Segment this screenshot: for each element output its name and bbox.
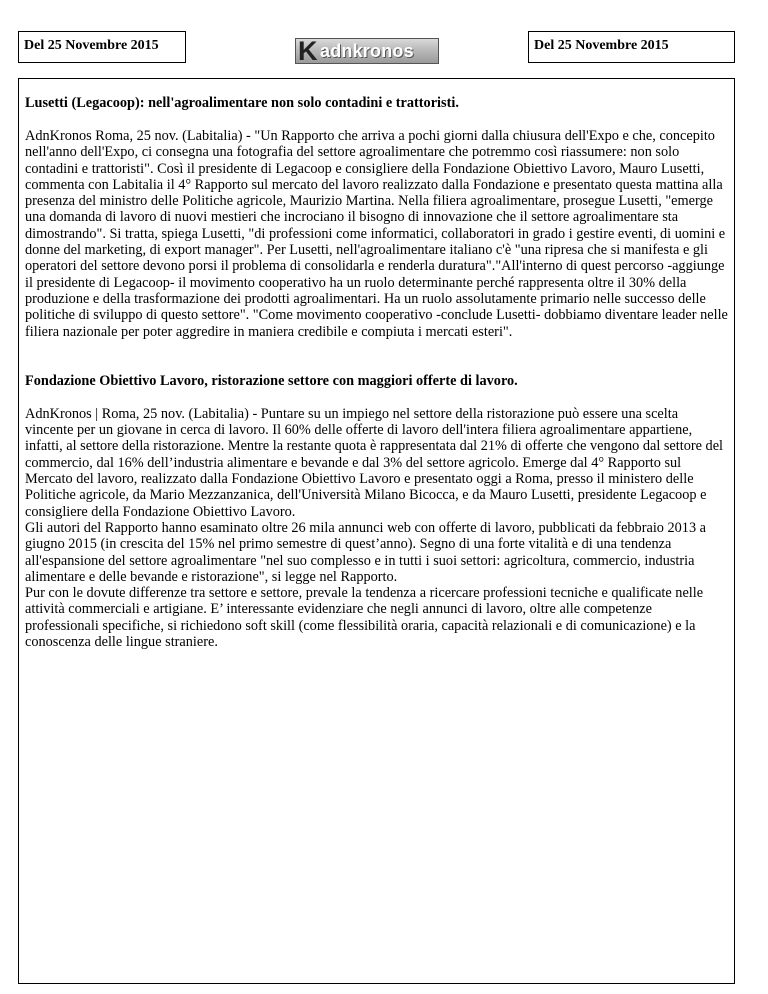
article-body (25, 128, 729, 340)
date-right: Del 25 Novembre 2015 (528, 31, 735, 63)
date-left: Del 25 Novembre 2015 (18, 31, 186, 63)
article-title: Fondazione Obiettivo Lavoro, ristorazione settore con maggiori offerte di lavoro. (25, 372, 518, 389)
paragraph: AdnKronos Roma, 25 nov. (Labitalia) - "Un Rapporto che arriva a pochi giorni dalla chiusura dell'Expo e che, concepito nell'anno dell'Expo, ci consegna una fotografia del settore agroalimentare che potremmo così riassumere: non solo contadini e trattoristi". Così il presidente di Legacoop e consigliere della Fondazione Obiettivo Lavoro, Mauro Lusetti, commenta con Labitalia il 4° Rapporto sul mercato del lavoro realizzato dalla Fondazione e presentato questa mattina alla presenza del ministro delle Politiche agricole, Maurizio Martina. Nella filiera agroalimentare, prosegue Lusetti, "emerge una domanda di lavoro di nuovi mestieri che incrociano il bisogno di innovazione che il settore agroalimentare sta dimostrando". Si tratta, spiega Lusetti, "di professioni come informatici, collaboratori in grado i gestire eventi, di uomini e donne del marketing, di export manager". Per Lusetti, nell'agroalimentare italiano c'è "una ripresa che si manifesta e gli operatori del settore devono porsi il problema di consolidarla e renderla duratura"."All'interno di quest percorso -aggiunge il presidente di Legacoop- il movimento cooperativo ha un ruolo determinante perché rappresenta oltre il 30% della produzione e della trasformazione dei prodotti agroalimentari. Ha un ruolo assolutamente primario nelle successo delle politiche di sviluppo di questo settore". "Come movimento cooperativo -conclude Lusetti- dobbiamo diventare leader nelle filiera nazionale per poter aggredire in maniera credibile e compiuta i mercati esteri". (25, 128, 728, 340)
adnkronos-logo (295, 38, 439, 64)
paragraph: Pur con le dovute differenze tra settore e settore, prevale la tendenza a ricercare professioni tecniche e qualificate nelle attività commerciali e artigiane. E’ interessante evidenziare che negli annunci di lavoro, oltre alle competenze professionali specifiche, si richiedono soft skill (come flessibilità oraria, capacità relazionali e di comunicazione) e la conoscenza delle lingue straniere. (25, 585, 704, 651)
article-body (25, 406, 729, 650)
article-container (18, 78, 735, 984)
article-lusetti (25, 95, 729, 340)
paragraph: AdnKronos | Roma, 25 nov. (Labitalia) - Puntare su un impiego nel settore della ristorazione può essere una scelta vincente per un giovane in cerca di lavoro. Il 60% delle offerte di lavoro dell'intera filiera agroalimentare appartiene, infatti, al settore della ristorazione. Mentre la restante quota è rappresentata dal 21% di offerte che vengono dal settore del commercio, dal 16% dell’industria alimentare e bevande e dal 3% del settore agricolo. Emerge dal 4° Rapporto sul Mercato del lavoro, realizzato dalla Fondazione Obiettivo Lavoro e presentato oggi a Roma, presso il ministero delle Politiche agricole, da Mario Mezzanzanica, dell'Università Milano Bicocca, e da Mauro Lusetti, presidente Legacoop e consigliere della Fondazione Obiettivo Lavoro. (25, 405, 724, 520)
logo-mark: K (298, 38, 318, 64)
paragraph: Gli autori del Rapporto hanno esaminato oltre 26 mila annunci web con offerte di lavoro, pubblicati da febbraio 2013 a giugno 2015 (in crescita del 15% nel primo semestre di quest’anno). Segno di una forte vitalità e di una tendenza all'espansione del settore agroalimentare "nel suo complesso e in tutti i suoi settori: agricoltura, commercio, industria alimentare e delle bevande e ristorazione", si legge nel Rapporto. (25, 519, 707, 585)
article-title: Lusetti (Legacoop): nell'agroalimentare non solo contadini e trattoristi. (25, 95, 459, 111)
logo-text: adnkronos (320, 41, 414, 61)
article-fondazione (25, 373, 729, 650)
